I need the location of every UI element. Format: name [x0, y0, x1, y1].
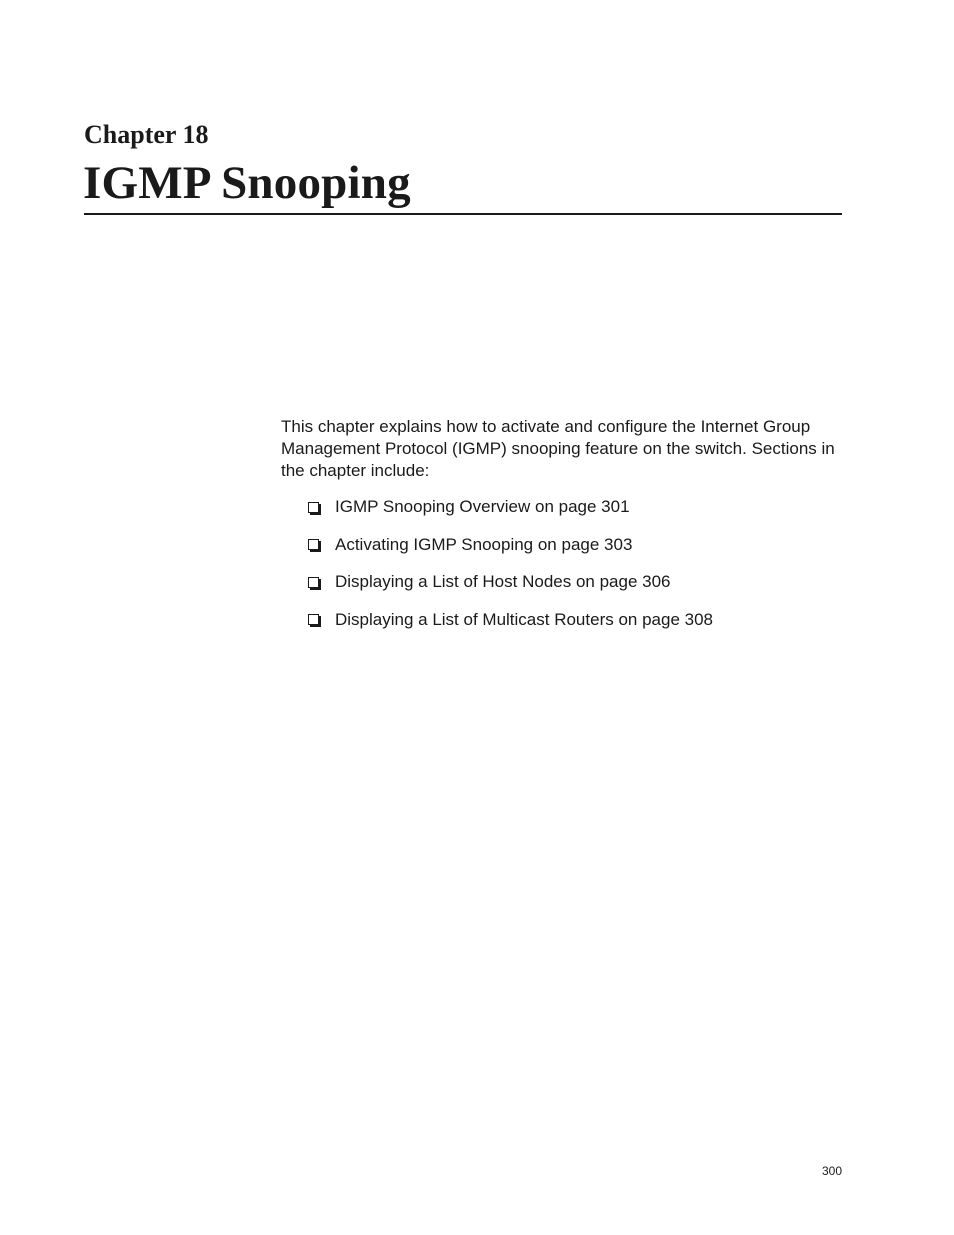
- checkbox-icon: [308, 502, 319, 513]
- checkbox-icon: [308, 577, 319, 588]
- chapter-title: IGMP Snooping: [83, 157, 411, 209]
- section-list: [308, 496, 713, 646]
- intro-paragraph: This chapter explains how to activate and configure the Internet Group Management Protocol (IGMP) snooping feature on the switch. Sections in the chapter include:: [281, 417, 835, 480]
- list-item: [308, 571, 713, 593]
- checkbox-icon: [308, 539, 319, 550]
- checkbox-icon: [308, 614, 319, 625]
- list-item: [308, 609, 713, 631]
- section-link-activating-igmp-snooping[interactable]: Activating IGMP Snooping on page 303: [335, 534, 633, 554]
- list-item: [308, 496, 713, 518]
- page-number: 300: [821, 1164, 842, 1178]
- chapter-label: Chapter 18: [84, 120, 209, 149]
- section-link-multicast-routers[interactable]: Displaying a List of Multicast Routers on page 308: [335, 609, 713, 629]
- section-link-host-nodes[interactable]: Displaying a List of Host Nodes on page 306: [335, 572, 671, 591]
- title-rule: [84, 213, 842, 215]
- list-item: [308, 534, 713, 556]
- section-link-igmp-snooping-overview[interactable]: IGMP Snooping Overview on page 301: [335, 497, 630, 516]
